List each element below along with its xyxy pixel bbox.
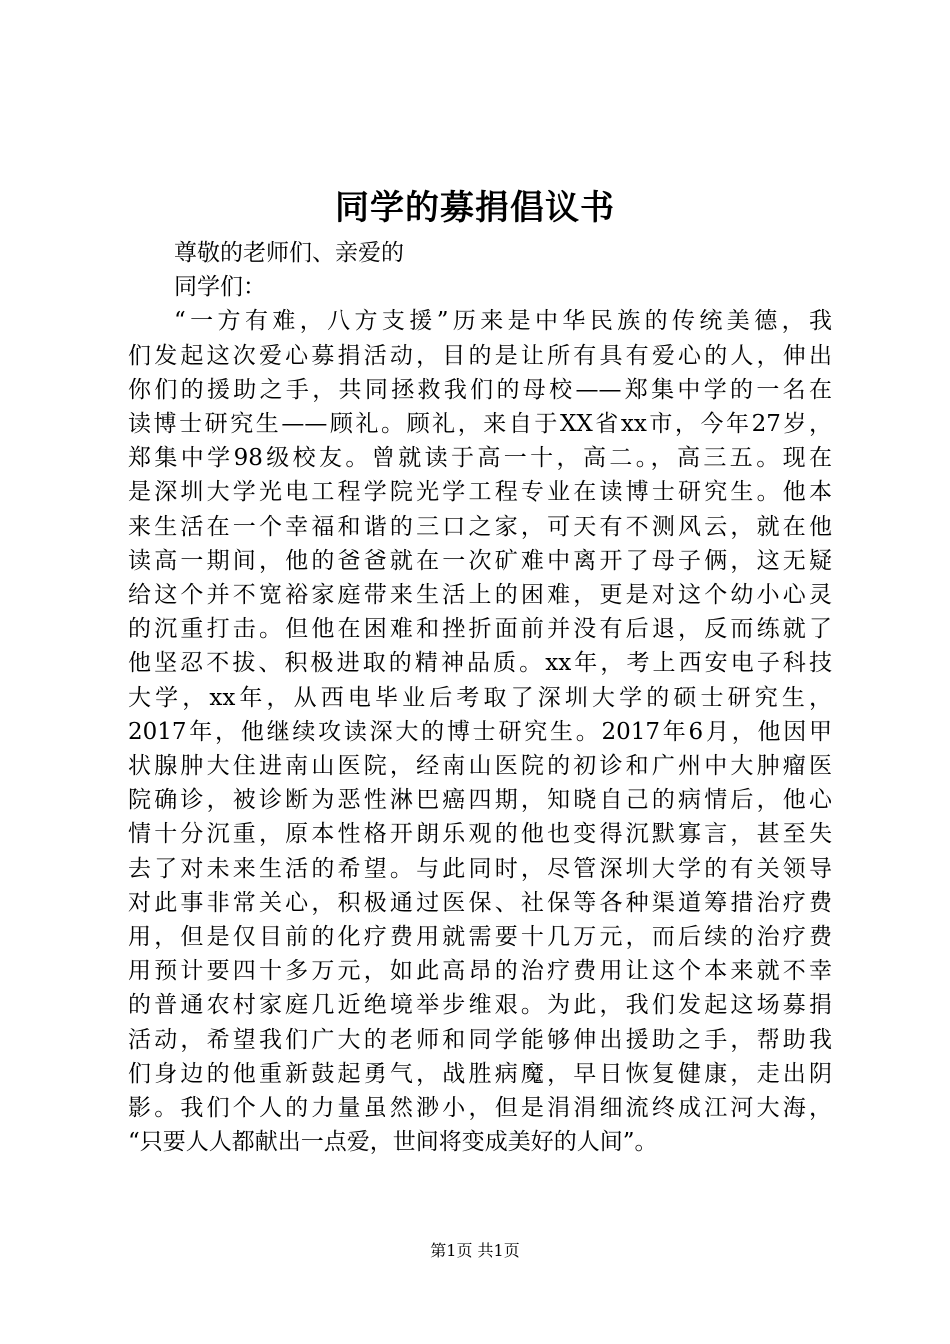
letter-body — [128, 236, 832, 1159]
paragraph-line: 活动，希望我们广大的老师和同学能够伸出援助之手，帮助我 — [128, 1026, 832, 1053]
paragraph-line: 情十分沉重，原本性格开朗乐观的他也变得沉默寡言，甚至失 — [128, 821, 832, 848]
paragraph-line: 们发起这次爱心募捐活动，目的是让所有具有爱心的人，伸出 — [128, 342, 832, 369]
paragraph-line: 的普通农村家庭几近绝境举步维艰。为此，我们发起这场募捐 — [128, 992, 832, 1019]
paragraph-line: 的沉重打击。但他在困难和挫折面前并没有后退，反而练就了 — [128, 616, 832, 643]
paragraph-line: 2017年，他继续攻读深大的博士研究生。2017年6月，他因甲 — [128, 718, 832, 745]
paragraph-line: 们身边的他重新鼓起勇气，战胜病魔，早日恢复健康，走出阴 — [128, 1060, 832, 1087]
salutation-line: 尊敬的老师们、亲爱的 — [174, 240, 404, 266]
page-title: 同学的募捐倡议书 — [335, 188, 615, 228]
paragraph-line: 对此事非常关心，积极通过医保、社保等各种渠道筹措治疗费 — [128, 889, 832, 916]
paragraph-line: 大学，xx年，从西电毕业后考取了深圳大学的硕士研究生， — [128, 684, 832, 711]
paragraph-line: 你们的援助之手，共同拯救我们的母校——郑集中学的一名在 — [128, 376, 832, 403]
paragraph-line: 影。我们个人的力量虽然渺小，但是涓涓细流终成江河大海， — [128, 1095, 832, 1122]
salutation-line: 同学们： — [174, 274, 266, 301]
paragraph-line: 是深圳大学光电工程学院光学工程专业在读博士研究生。他本 — [128, 479, 832, 506]
paragraph-line: “只要人人都献出一点爱，世间将变成美好的人间”。 — [128, 1129, 658, 1156]
paragraph-line: 给这个并不宽裕家庭带来生活上的困难，更是对这个幼小心灵 — [128, 582, 832, 609]
paragraph-line: “一方有难，八方支援”历来是中华民族的传统美德，我 — [174, 308, 832, 335]
paragraph-line: 来生活在一个幸福和谐的三口之家，可天有不测风云，就在他 — [128, 513, 832, 540]
paragraph-line: 用预计要四十多万元，如此高昂的治疗费用让这个本来就不幸 — [128, 958, 832, 985]
page-footer: 第1页 共1页 — [430, 1241, 520, 1260]
paragraph-line: 读博士研究生——顾礼。顾礼，来自于XX省xx市，今年27岁， — [128, 411, 832, 438]
paragraph-line: 去了对未来生活的希望。与此同时，尽管深圳大学的有关领导 — [128, 855, 832, 882]
paragraph-line: 读高一期间，他的爸爸就在一次矿难中离开了母子俩，这无疑 — [128, 547, 832, 574]
paragraph-line: 院确诊，被诊断为恶性淋巴癌四期，知晓自己的病情后，他心 — [128, 787, 832, 814]
paragraph-line: 状腺肿大住进南山医院，经南山医院的初诊和广州中大肿瘤医 — [128, 753, 832, 780]
paragraph-line: 郑集中学98级校友。曾就读于高一十，高二。，高三五。现在 — [128, 445, 832, 472]
paragraph-line: 用，但是仅目前的化疗费用就需要十几万元，而后续的治疗费 — [128, 924, 832, 951]
paragraph-line: 他坚忍不拔、积极进取的精神品质。xx年，考上西安电子科技 — [128, 650, 832, 677]
